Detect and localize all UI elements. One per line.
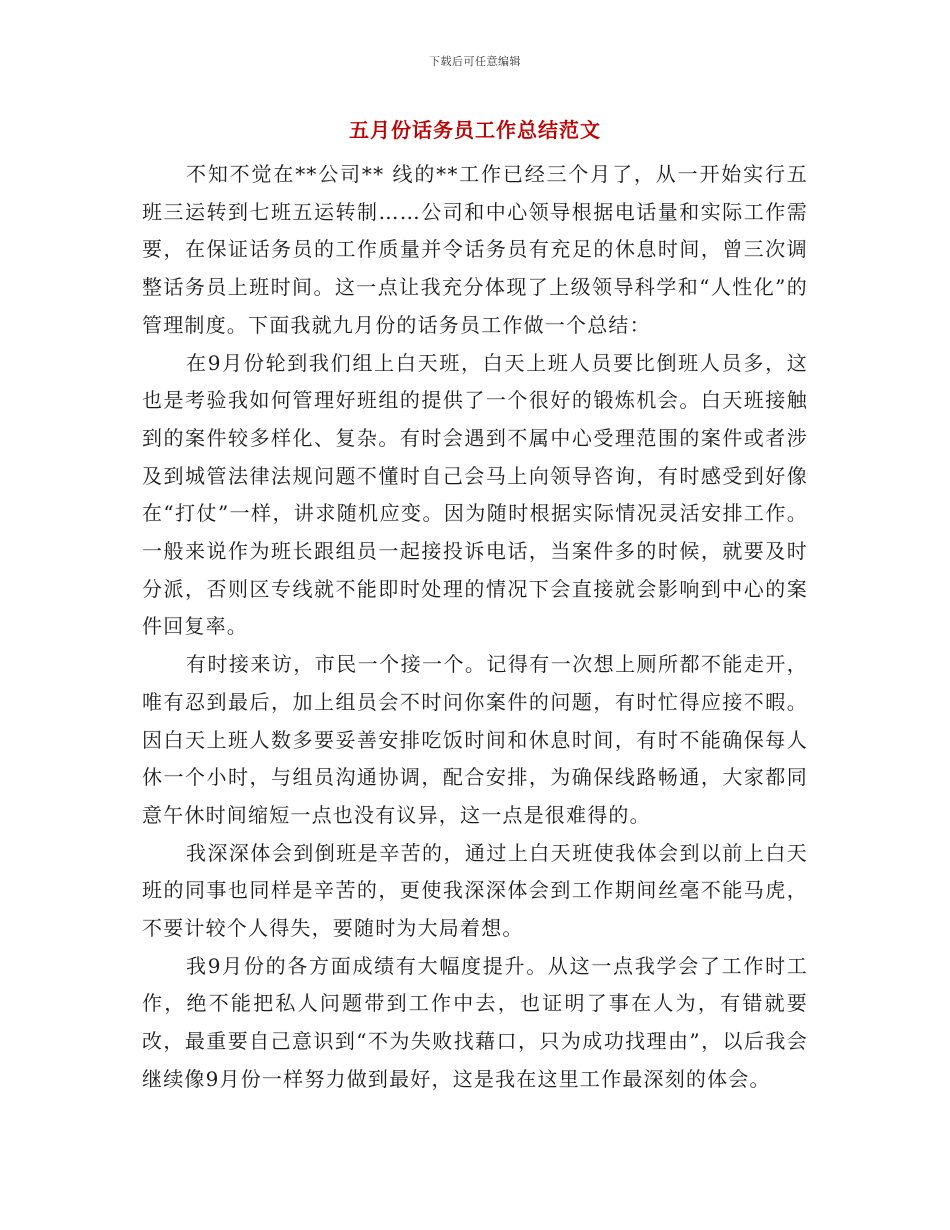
document-body [142, 156, 808, 1099]
header-note: 下载后可任意编辑 [429, 55, 521, 68]
paragraph-visitors: 有时接来访，市民一个接一个。记得有一次想上厕所都不能走开，唯有忍到最后，加上组员会不时问你案件的问题，有时忙得应接不暇。因白天上班人数多要妥善安排吃饭时间和休息时间，有时不能确保每人休一个小时，与组员沟通协调，配合安排，为确保线路畅通，大家都同意午休时间缩短一点也没有议异，这一点是很难得的。 [142, 652, 808, 827]
paragraph-reflection: 我深深体会到倒班是辛苦的，通过上白天班使我体会到以前上白天班的同事也同样是辛苦的，更使我深深体会到工作期间丝毫不能马虎，不要计较个人得失，要随时为大局着想。 [142, 840, 808, 941]
paragraph-conclusion: 我9月份的各方面成绩有大幅度提升。从这一点我学会了工作时工作，绝不能把私人问题带到工作中去，也证明了事在人为，有错就要改，最重要自己意识到“不为失败找藉口，只为成功找理由”，以后我会继续像9月份一样努力做到最好，这是我在这里工作最深刻的体会。 [142, 953, 808, 1091]
paragraph-intro: 不知不觉在**公司** 线的**工作已经三个月了，从一开始实行五班三运转到七班五运转制……公司和中心领导根据电话量和实际工作需要，在保证话务员的工作质量并令话务员有充足的休息时间，曾三次调整话务员上班时间。这一点让我充分体现了上级领导科学和“人性化”的管理制度。下面我就九月份的话务员工作做一个总结： [142, 162, 808, 337]
document-title: 五月份话务员工作总结范文 [349, 118, 601, 142]
paragraph-day-shift: 在9月份轮到我们组上白天班，白天上班人员要比倒班人员多，这也是考验我如何管理好班组的提供了一个很好的锻炼机会。白天班接触到的案件较多样化、复杂。有时会遇到不属中心受理范围的案件或者涉及到城管法律法规问题不懂时自己会马上向领导咨询，有时感受到好像在“打仗”一样，讲求随机应变。因为随时根据实际情况灵活安排工作。一般来说作为班长跟组员一起接投诉电话，当案件多的时候，就要及时分派，否则区专线就不能即时处理的情况下会直接就会影响到中心的案件回复率。 [142, 350, 808, 639]
